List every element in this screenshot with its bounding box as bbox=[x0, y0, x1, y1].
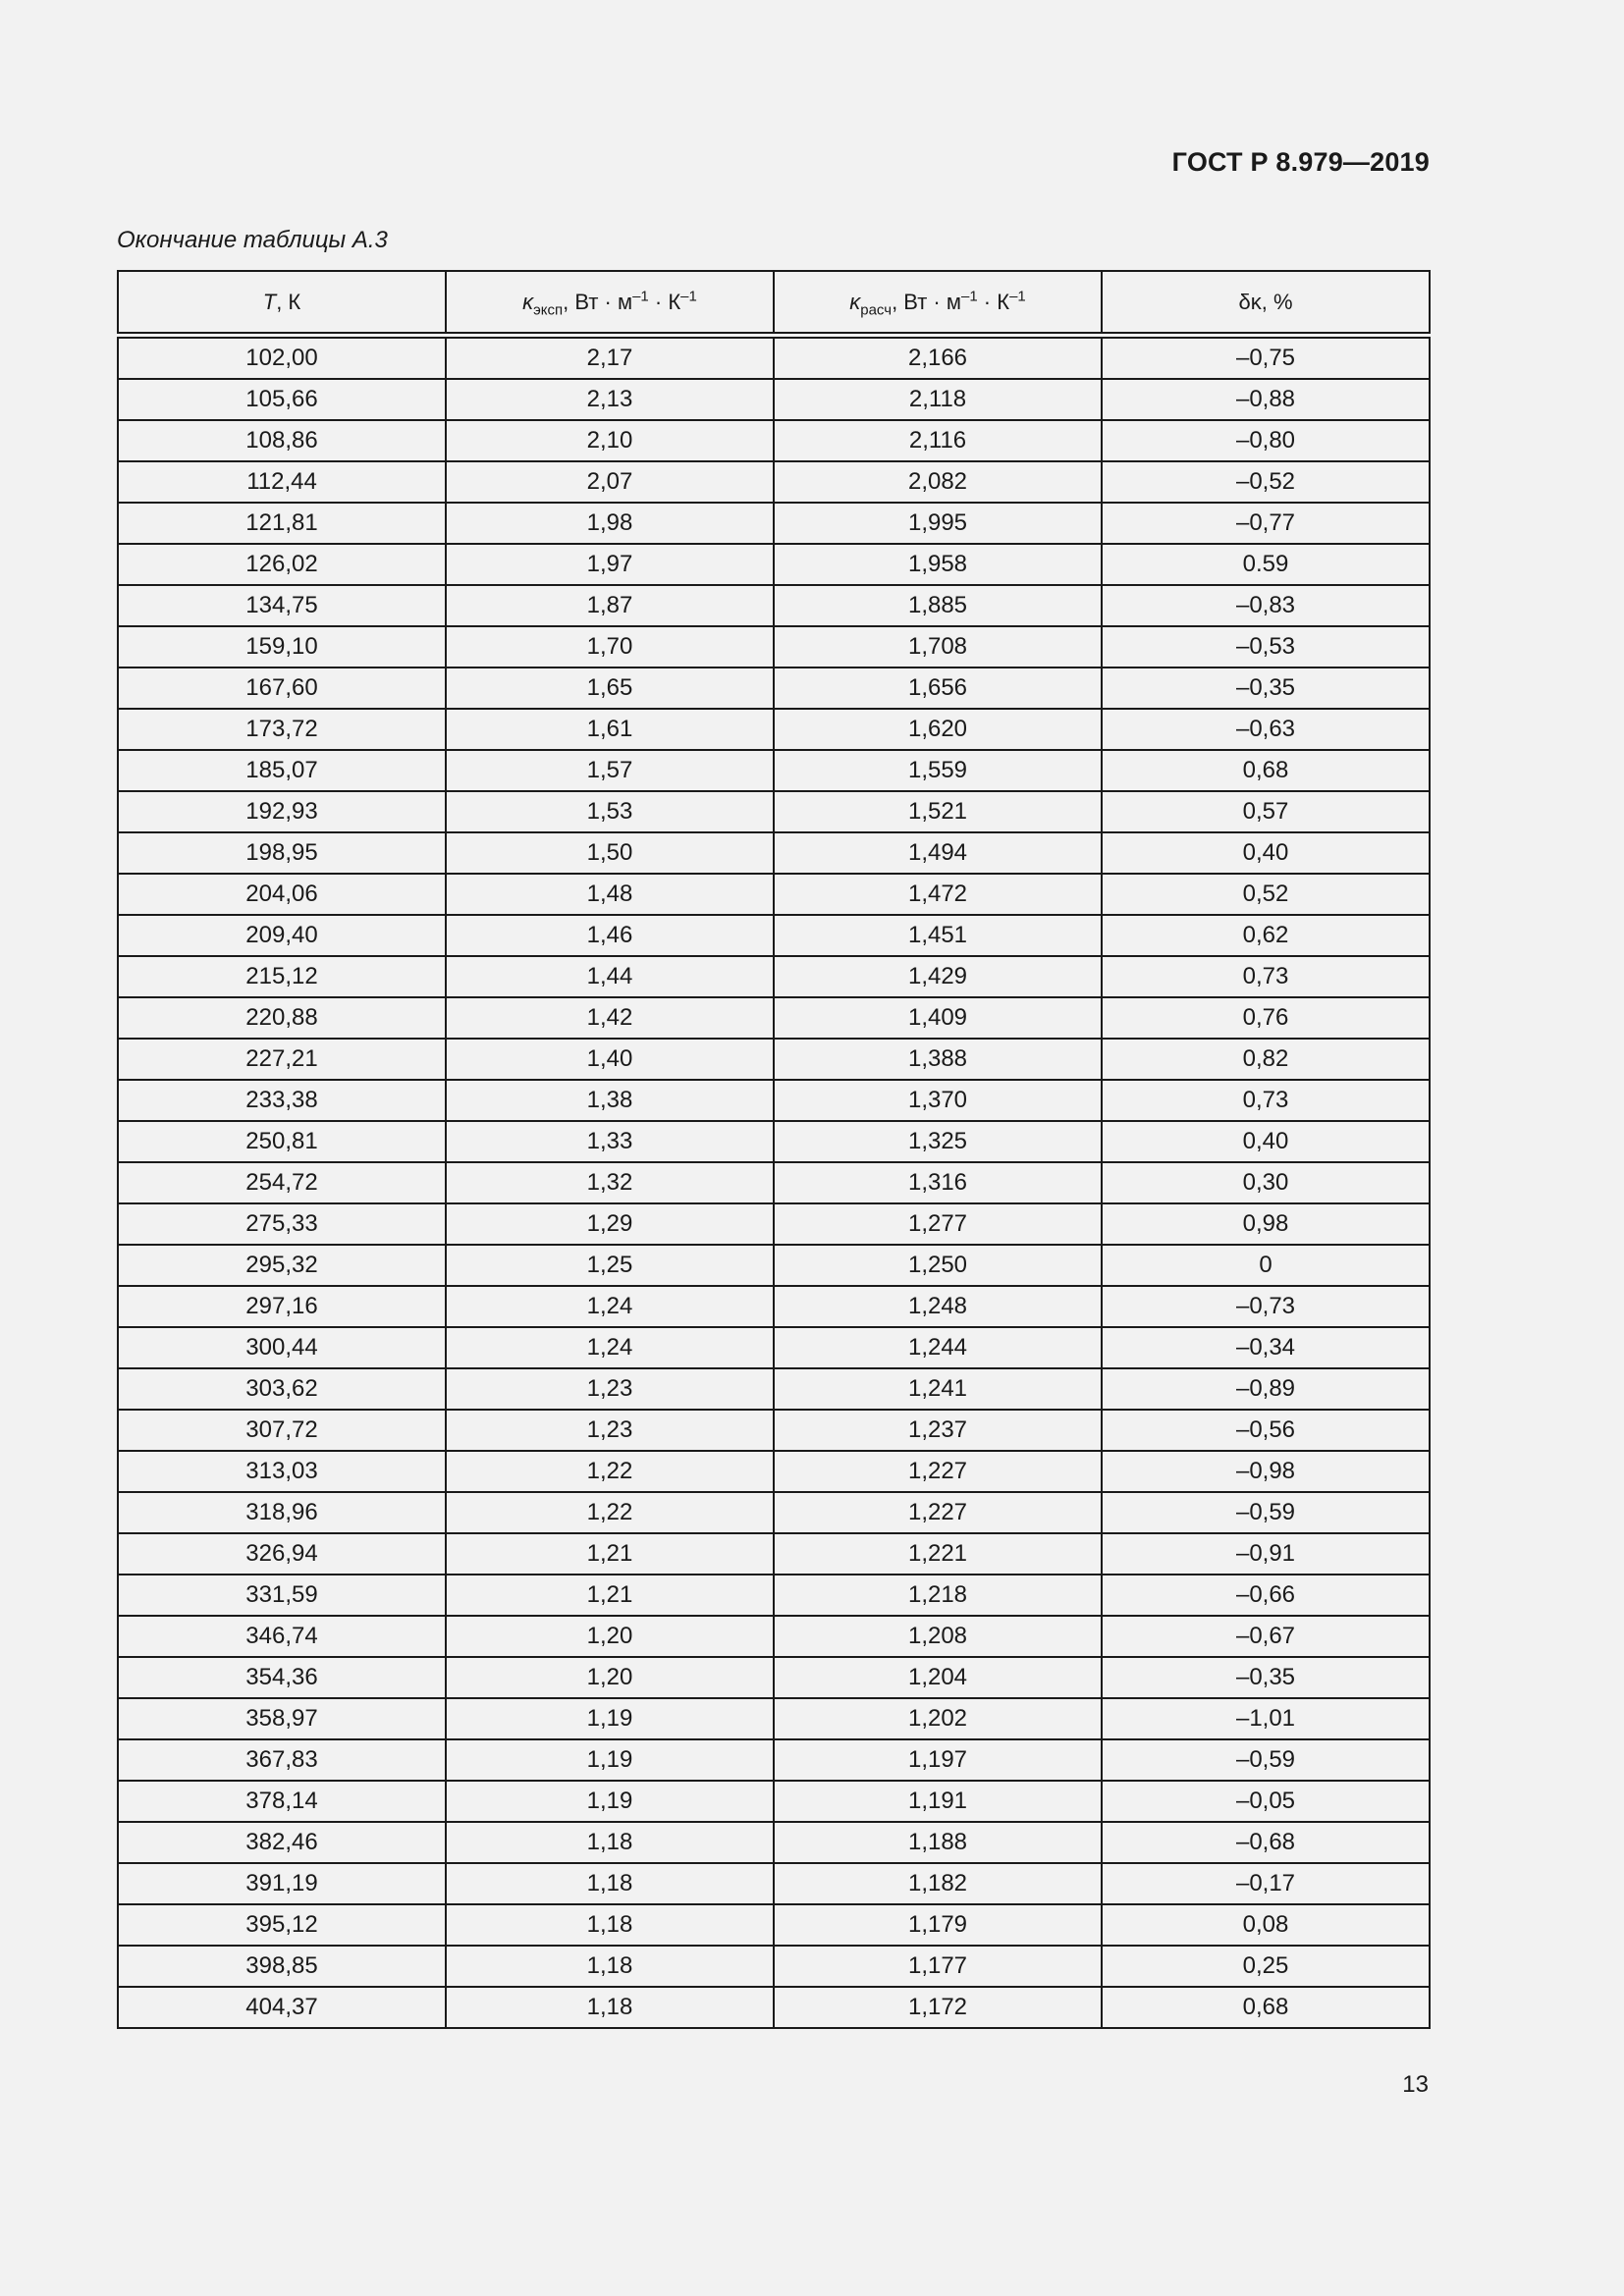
table-row bbox=[118, 379, 1430, 420]
cell-temperature: 167,60 bbox=[118, 667, 446, 709]
cell-kappa-exp: 1,18 bbox=[446, 1946, 774, 1987]
cell-delta-kappa: –0,63 bbox=[1102, 709, 1430, 750]
cell-temperature: 318,96 bbox=[118, 1492, 446, 1533]
cell-delta-kappa: 0,76 bbox=[1102, 997, 1430, 1039]
table-row bbox=[118, 1039, 1430, 1080]
table-row bbox=[118, 1492, 1430, 1533]
cell-delta-kappa: 0.59 bbox=[1102, 544, 1430, 585]
table-row bbox=[118, 1739, 1430, 1781]
table-row bbox=[118, 667, 1430, 709]
table-row bbox=[118, 1904, 1430, 1946]
cell-temperature: 354,36 bbox=[118, 1657, 446, 1698]
cell-kappa-calc: 1,451 bbox=[774, 915, 1102, 956]
table-row bbox=[118, 1822, 1430, 1863]
table-row bbox=[118, 461, 1430, 503]
cell-temperature: 192,93 bbox=[118, 791, 446, 832]
cell-kappa-calc: 1,218 bbox=[774, 1575, 1102, 1616]
table-row bbox=[118, 1080, 1430, 1121]
symbol: κ bbox=[522, 289, 534, 314]
cell-delta-kappa: –0,35 bbox=[1102, 1657, 1430, 1698]
cell-delta-kappa: 0,73 bbox=[1102, 1080, 1430, 1121]
cell-kappa-exp: 1,42 bbox=[446, 997, 774, 1039]
table-row bbox=[118, 1575, 1430, 1616]
cell-temperature: 126,02 bbox=[118, 544, 446, 585]
unit: , К bbox=[276, 289, 301, 314]
cell-kappa-calc: 1,472 bbox=[774, 874, 1102, 915]
data-table bbox=[117, 270, 1431, 2029]
cell-delta-kappa: –0,89 bbox=[1102, 1368, 1430, 1410]
cell-temperature: 105,66 bbox=[118, 379, 446, 420]
cell-kappa-calc: 1,325 bbox=[774, 1121, 1102, 1162]
superscript-tail: –1 bbox=[1009, 288, 1026, 305]
cell-delta-kappa: –0,59 bbox=[1102, 1492, 1430, 1533]
cell-temperature: 250,81 bbox=[118, 1121, 446, 1162]
table-row bbox=[118, 503, 1430, 544]
cell-kappa-calc: 1,241 bbox=[774, 1368, 1102, 1410]
table-row bbox=[118, 1987, 1430, 2028]
cell-kappa-calc: 1,248 bbox=[774, 1286, 1102, 1327]
symbol: κ bbox=[849, 289, 861, 314]
table-row bbox=[118, 336, 1430, 380]
table-row bbox=[118, 1410, 1430, 1451]
cell-delta-kappa: –1,01 bbox=[1102, 1698, 1430, 1739]
cell-kappa-exp: 1,38 bbox=[446, 1080, 774, 1121]
cell-kappa-exp: 1,20 bbox=[446, 1616, 774, 1657]
cell-kappa-calc: 2,082 bbox=[774, 461, 1102, 503]
cell-delta-kappa: –0,73 bbox=[1102, 1286, 1430, 1327]
table-row bbox=[118, 915, 1430, 956]
page-number: 13 bbox=[1402, 2071, 1429, 2098]
cell-temperature: 227,21 bbox=[118, 1039, 446, 1080]
cell-temperature: 134,75 bbox=[118, 585, 446, 626]
cell-delta-kappa: –0,75 bbox=[1102, 336, 1430, 380]
cell-kappa-calc: 1,204 bbox=[774, 1657, 1102, 1698]
cell-kappa-exp: 1,21 bbox=[446, 1533, 774, 1575]
table-header bbox=[118, 271, 1430, 336]
table-row bbox=[118, 997, 1430, 1039]
cell-delta-kappa: 0,57 bbox=[1102, 791, 1430, 832]
cell-kappa-calc: 1,277 bbox=[774, 1203, 1102, 1245]
cell-delta-kappa: –0,98 bbox=[1102, 1451, 1430, 1492]
cell-delta-kappa: –0,91 bbox=[1102, 1533, 1430, 1575]
unit-tail: · К bbox=[648, 289, 681, 314]
cell-delta-kappa: –0,56 bbox=[1102, 1410, 1430, 1451]
table-row bbox=[118, 874, 1430, 915]
cell-kappa-calc: 1,958 bbox=[774, 544, 1102, 585]
cell-kappa-exp: 1,44 bbox=[446, 956, 774, 997]
cell-kappa-exp: 1,29 bbox=[446, 1203, 774, 1245]
subscript: эксп bbox=[533, 300, 564, 318]
cell-delta-kappa: –0,83 bbox=[1102, 585, 1430, 626]
cell-kappa-calc: 1,995 bbox=[774, 503, 1102, 544]
table-row bbox=[118, 1616, 1430, 1657]
cell-temperature: 295,32 bbox=[118, 1245, 446, 1286]
cell-delta-kappa: 0,98 bbox=[1102, 1203, 1430, 1245]
cell-kappa-exp: 1,18 bbox=[446, 1987, 774, 2028]
cell-temperature: 303,62 bbox=[118, 1368, 446, 1410]
cell-kappa-calc: 2,166 bbox=[774, 336, 1102, 380]
table-row bbox=[118, 420, 1430, 461]
cell-kappa-calc: 1,202 bbox=[774, 1698, 1102, 1739]
cell-delta-kappa: –0,17 bbox=[1102, 1863, 1430, 1904]
cell-kappa-calc: 1,409 bbox=[774, 997, 1102, 1039]
document-code: ГОСТ Р 8.979—2019 bbox=[1171, 147, 1430, 177]
cell-temperature: 404,37 bbox=[118, 1987, 446, 2028]
cell-delta-kappa: –0,88 bbox=[1102, 379, 1430, 420]
cell-kappa-calc: 1,885 bbox=[774, 585, 1102, 626]
column-header-temperature bbox=[118, 271, 446, 336]
cell-temperature: 395,12 bbox=[118, 1904, 446, 1946]
cell-temperature: 346,74 bbox=[118, 1616, 446, 1657]
cell-temperature: 220,88 bbox=[118, 997, 446, 1039]
cell-kappa-exp: 1,19 bbox=[446, 1781, 774, 1822]
cell-kappa-exp: 1,23 bbox=[446, 1410, 774, 1451]
cell-kappa-exp: 1,32 bbox=[446, 1162, 774, 1203]
cell-delta-kappa: –0,05 bbox=[1102, 1781, 1430, 1822]
cell-temperature: 233,38 bbox=[118, 1080, 446, 1121]
cell-temperature: 121,81 bbox=[118, 503, 446, 544]
cell-temperature: 215,12 bbox=[118, 956, 446, 997]
cell-kappa-exp: 1,61 bbox=[446, 709, 774, 750]
cell-temperature: 108,86 bbox=[118, 420, 446, 461]
table-caption: Окончание таблицы А.3 bbox=[117, 227, 388, 253]
cell-kappa-calc: 1,250 bbox=[774, 1245, 1102, 1286]
cell-temperature: 378,14 bbox=[118, 1781, 446, 1822]
cell-delta-kappa: –0,67 bbox=[1102, 1616, 1430, 1657]
cell-kappa-calc: 2,116 bbox=[774, 420, 1102, 461]
cell-kappa-exp: 2,17 bbox=[446, 336, 774, 380]
cell-kappa-calc: 1,188 bbox=[774, 1822, 1102, 1863]
cell-delta-kappa: 0,68 bbox=[1102, 750, 1430, 791]
cell-temperature: 300,44 bbox=[118, 1327, 446, 1368]
cell-kappa-exp: 1,18 bbox=[446, 1863, 774, 1904]
cell-delta-kappa: –0,68 bbox=[1102, 1822, 1430, 1863]
superscript: –1 bbox=[961, 288, 978, 305]
table-row bbox=[118, 750, 1430, 791]
cell-kappa-exp: 1,24 bbox=[446, 1286, 774, 1327]
cell-temperature: 398,85 bbox=[118, 1946, 446, 1987]
cell-kappa-exp: 2,13 bbox=[446, 379, 774, 420]
table-row bbox=[118, 1368, 1430, 1410]
header-row bbox=[118, 271, 1430, 336]
table-row bbox=[118, 1245, 1430, 1286]
cell-kappa-exp: 1,25 bbox=[446, 1245, 774, 1286]
cell-temperature: 382,46 bbox=[118, 1822, 446, 1863]
cell-kappa-calc: 2,118 bbox=[774, 379, 1102, 420]
table-row bbox=[118, 1533, 1430, 1575]
table-row bbox=[118, 585, 1430, 626]
cell-kappa-exp: 1,23 bbox=[446, 1368, 774, 1410]
cell-kappa-calc: 1,316 bbox=[774, 1162, 1102, 1203]
cell-kappa-exp: 1,22 bbox=[446, 1451, 774, 1492]
cell-kappa-calc: 1,521 bbox=[774, 791, 1102, 832]
cell-kappa-calc: 1,172 bbox=[774, 1987, 1102, 2028]
cell-kappa-exp: 1,40 bbox=[446, 1039, 774, 1080]
cell-kappa-calc: 1,429 bbox=[774, 956, 1102, 997]
cell-kappa-calc: 1,559 bbox=[774, 750, 1102, 791]
superscript-tail: –1 bbox=[680, 288, 697, 305]
cell-temperature: 254,72 bbox=[118, 1162, 446, 1203]
table-row bbox=[118, 1781, 1430, 1822]
cell-kappa-calc: 1,197 bbox=[774, 1739, 1102, 1781]
cell-kappa-calc: 1,237 bbox=[774, 1410, 1102, 1451]
cell-delta-kappa: 0,40 bbox=[1102, 832, 1430, 874]
cell-temperature: 102,00 bbox=[118, 336, 446, 380]
cell-temperature: 198,95 bbox=[118, 832, 446, 874]
table-row bbox=[118, 1162, 1430, 1203]
cell-kappa-exp: 1,53 bbox=[446, 791, 774, 832]
cell-kappa-exp: 2,07 bbox=[446, 461, 774, 503]
cell-kappa-calc: 1,177 bbox=[774, 1946, 1102, 1987]
table-row bbox=[118, 832, 1430, 874]
cell-delta-kappa: 0,52 bbox=[1102, 874, 1430, 915]
cell-kappa-exp: 1,20 bbox=[446, 1657, 774, 1698]
cell-delta-kappa: 0 bbox=[1102, 1245, 1430, 1286]
cell-delta-kappa: –0,77 bbox=[1102, 503, 1430, 544]
cell-kappa-calc: 1,179 bbox=[774, 1904, 1102, 1946]
cell-kappa-exp: 1,50 bbox=[446, 832, 774, 874]
cell-kappa-calc: 1,182 bbox=[774, 1863, 1102, 1904]
superscript: –1 bbox=[632, 288, 649, 305]
cell-kappa-exp: 1,33 bbox=[446, 1121, 774, 1162]
cell-kappa-exp: 2,10 bbox=[446, 420, 774, 461]
cell-temperature: 297,16 bbox=[118, 1286, 446, 1327]
cell-delta-kappa: –0,59 bbox=[1102, 1739, 1430, 1781]
cell-kappa-exp: 1,19 bbox=[446, 1739, 774, 1781]
cell-kappa-exp: 1,18 bbox=[446, 1904, 774, 1946]
cell-kappa-exp: 1,97 bbox=[446, 544, 774, 585]
table-body bbox=[118, 336, 1430, 2029]
cell-delta-kappa: 0,68 bbox=[1102, 1987, 1430, 2028]
cell-kappa-calc: 1,708 bbox=[774, 626, 1102, 667]
cell-kappa-exp: 1,21 bbox=[446, 1575, 774, 1616]
table-row bbox=[118, 544, 1430, 585]
cell-kappa-exp: 1,24 bbox=[446, 1327, 774, 1368]
cell-kappa-calc: 1,244 bbox=[774, 1327, 1102, 1368]
cell-kappa-calc: 1,221 bbox=[774, 1533, 1102, 1575]
cell-delta-kappa: 0,30 bbox=[1102, 1162, 1430, 1203]
cell-kappa-calc: 1,227 bbox=[774, 1492, 1102, 1533]
table-row bbox=[118, 626, 1430, 667]
unit: , Вт · м bbox=[563, 289, 633, 314]
cell-kappa-exp: 1,65 bbox=[446, 667, 774, 709]
cell-delta-kappa: 0,40 bbox=[1102, 1121, 1430, 1162]
table-row bbox=[118, 1946, 1430, 1987]
cell-delta-kappa: 0,82 bbox=[1102, 1039, 1430, 1080]
cell-temperature: 313,03 bbox=[118, 1451, 446, 1492]
table-row bbox=[118, 709, 1430, 750]
cell-kappa-calc: 1,208 bbox=[774, 1616, 1102, 1657]
cell-delta-kappa: 0,25 bbox=[1102, 1946, 1430, 1987]
symbol: T bbox=[262, 289, 277, 314]
cell-kappa-exp: 1,46 bbox=[446, 915, 774, 956]
cell-kappa-calc: 1,494 bbox=[774, 832, 1102, 874]
cell-kappa-calc: 1,191 bbox=[774, 1781, 1102, 1822]
cell-kappa-exp: 1,18 bbox=[446, 1822, 774, 1863]
label: δκ, % bbox=[1238, 289, 1293, 314]
column-header-kappa-calc bbox=[774, 271, 1102, 336]
cell-delta-kappa: –0,34 bbox=[1102, 1327, 1430, 1368]
cell-temperature: 275,33 bbox=[118, 1203, 446, 1245]
cell-temperature: 185,07 bbox=[118, 750, 446, 791]
table-row bbox=[118, 1203, 1430, 1245]
cell-kappa-exp: 1,87 bbox=[446, 585, 774, 626]
cell-temperature: 326,94 bbox=[118, 1533, 446, 1575]
table-row bbox=[118, 1863, 1430, 1904]
cell-temperature: 112,44 bbox=[118, 461, 446, 503]
cell-kappa-calc: 1,388 bbox=[774, 1039, 1102, 1080]
cell-temperature: 307,72 bbox=[118, 1410, 446, 1451]
cell-delta-kappa: 0,73 bbox=[1102, 956, 1430, 997]
cell-delta-kappa: –0,80 bbox=[1102, 420, 1430, 461]
cell-temperature: 358,97 bbox=[118, 1698, 446, 1739]
cell-kappa-calc: 1,620 bbox=[774, 709, 1102, 750]
cell-temperature: 204,06 bbox=[118, 874, 446, 915]
cell-kappa-calc: 1,227 bbox=[774, 1451, 1102, 1492]
cell-delta-kappa: 0,62 bbox=[1102, 915, 1430, 956]
cell-delta-kappa: 0,08 bbox=[1102, 1904, 1430, 1946]
cell-kappa-exp: 1,70 bbox=[446, 626, 774, 667]
table-row bbox=[118, 1698, 1430, 1739]
unit-tail: · К bbox=[977, 289, 1010, 314]
column-header-delta-kappa bbox=[1102, 271, 1430, 336]
table-row bbox=[118, 1327, 1430, 1368]
cell-temperature: 173,72 bbox=[118, 709, 446, 750]
cell-kappa-exp: 1,22 bbox=[446, 1492, 774, 1533]
cell-delta-kappa: –0,52 bbox=[1102, 461, 1430, 503]
table-row bbox=[118, 1121, 1430, 1162]
cell-kappa-exp: 1,19 bbox=[446, 1698, 774, 1739]
table-row bbox=[118, 1286, 1430, 1327]
subscript: расч bbox=[860, 300, 893, 318]
cell-temperature: 331,59 bbox=[118, 1575, 446, 1616]
cell-temperature: 367,83 bbox=[118, 1739, 446, 1781]
table-row bbox=[118, 956, 1430, 997]
cell-delta-kappa: –0,35 bbox=[1102, 667, 1430, 709]
cell-kappa-calc: 1,656 bbox=[774, 667, 1102, 709]
unit: , Вт · м bbox=[892, 289, 961, 314]
cell-kappa-calc: 1,370 bbox=[774, 1080, 1102, 1121]
table-row bbox=[118, 791, 1430, 832]
cell-temperature: 391,19 bbox=[118, 1863, 446, 1904]
table-row bbox=[118, 1657, 1430, 1698]
cell-kappa-exp: 1,98 bbox=[446, 503, 774, 544]
table-row bbox=[118, 1451, 1430, 1492]
cell-delta-kappa: –0,66 bbox=[1102, 1575, 1430, 1616]
cell-temperature: 209,40 bbox=[118, 915, 446, 956]
column-header-kappa-exp bbox=[446, 271, 774, 336]
cell-temperature: 159,10 bbox=[118, 626, 446, 667]
cell-kappa-exp: 1,57 bbox=[446, 750, 774, 791]
cell-delta-kappa: –0,53 bbox=[1102, 626, 1430, 667]
cell-kappa-exp: 1,48 bbox=[446, 874, 774, 915]
